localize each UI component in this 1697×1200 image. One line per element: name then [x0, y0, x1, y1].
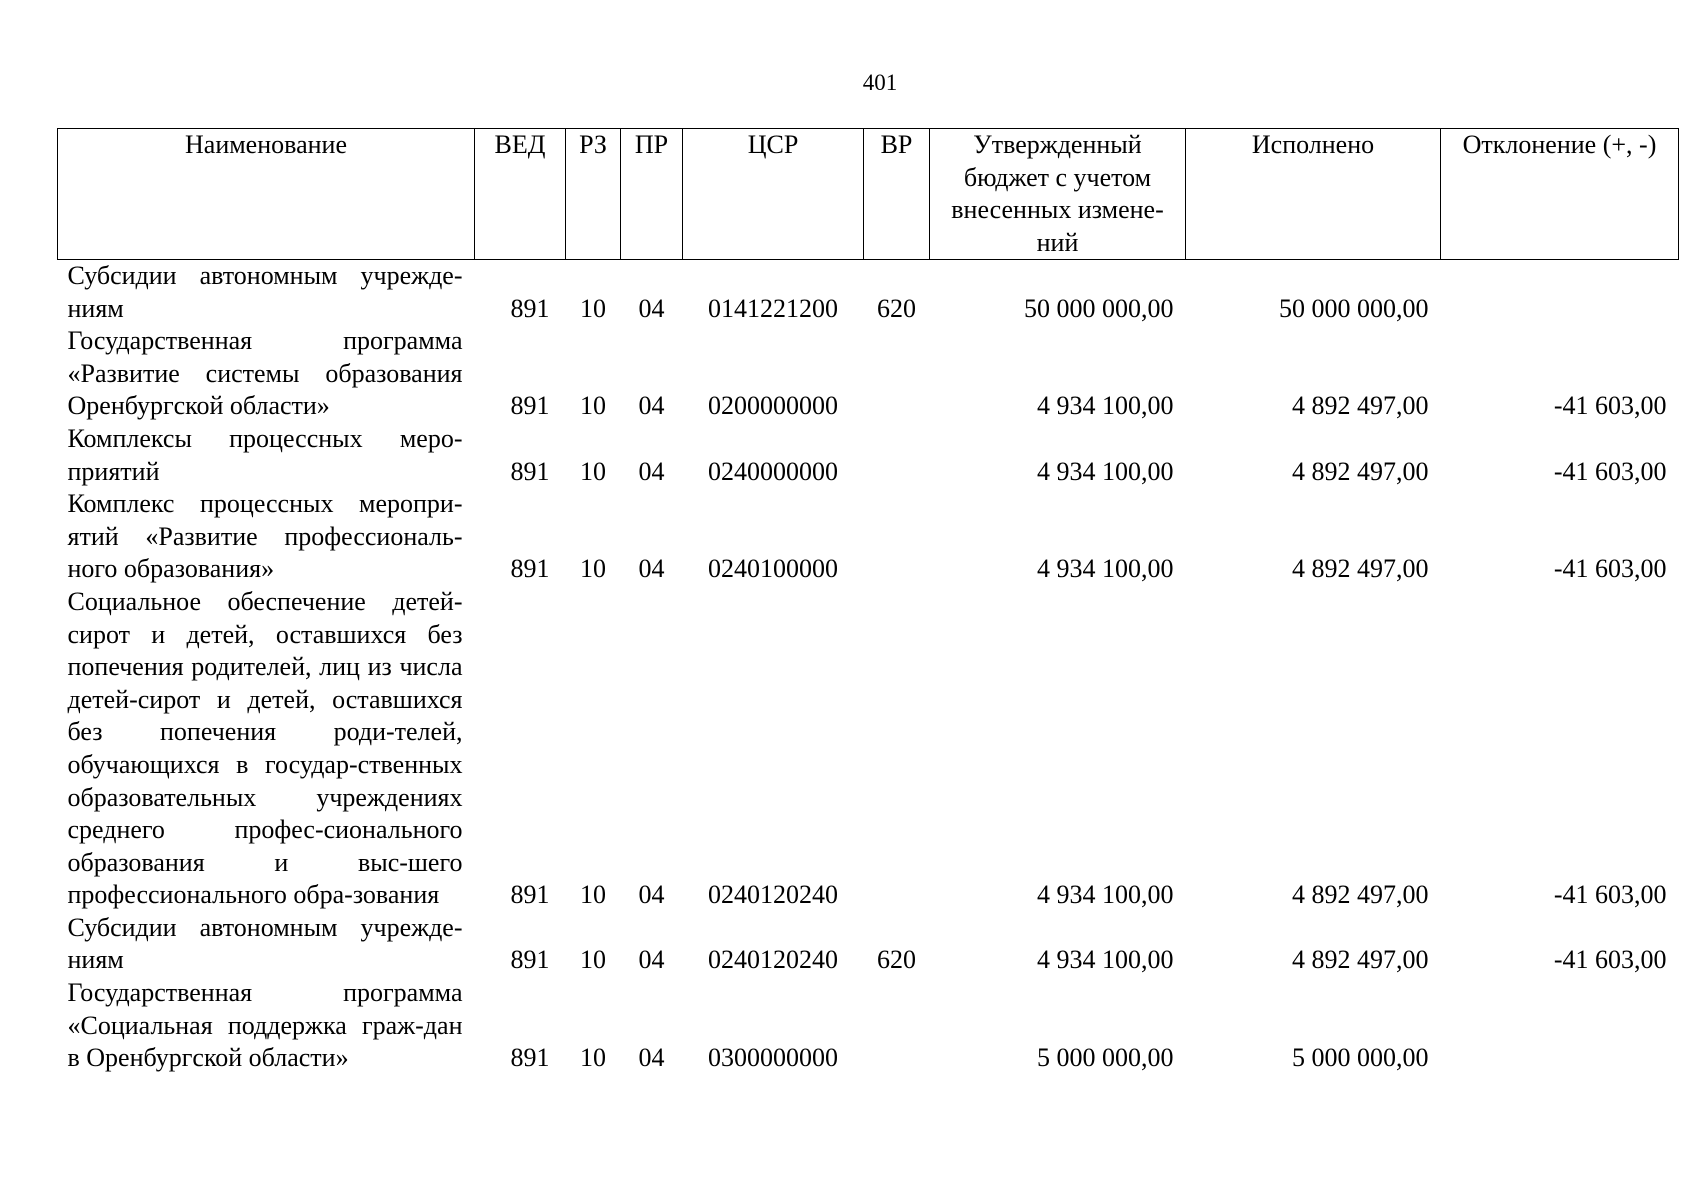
row-executed: 4 892 497,00 [1292, 391, 1429, 421]
row-approved: 4 934 100,00 [1037, 880, 1174, 910]
row-vr [864, 423, 930, 488]
row-csr: 0240120240 [708, 880, 838, 910]
row-ved: 891 [510, 456, 550, 486]
row-vr [864, 586, 930, 912]
header-deviation: Отклонение (+, -) [1441, 129, 1679, 260]
table-row [58, 488, 1679, 586]
row-ved: 891 [510, 880, 550, 910]
row-deviation [1441, 260, 1679, 326]
row-name: Государственная программа «Развитие системы образования Оренбургской области» [67, 326, 463, 421]
page-number: 401 [862, 70, 898, 95]
row-pr: 04 [638, 456, 665, 486]
row-pr: 04 [638, 945, 665, 975]
row-vr [864, 977, 930, 1075]
row-name: Субсидии автономным учрежде-ниям [67, 261, 463, 323]
row-approved: 4 934 100,00 [1037, 391, 1174, 421]
table-row [58, 912, 1679, 977]
row-deviation [1441, 977, 1679, 1075]
row-pr: 04 [638, 880, 665, 910]
row-vr: 620 [877, 293, 916, 323]
row-vr [864, 488, 930, 586]
header-executed: Исполнено [1186, 129, 1441, 260]
row-rz: 10 [580, 391, 606, 421]
row-ved: 891 [510, 391, 550, 421]
row-rz: 10 [580, 880, 606, 910]
row-deviation: -41 603,00 [1553, 554, 1667, 584]
row-csr: 0300000000 [708, 1043, 838, 1073]
budget-table [57, 128, 1679, 1075]
row-deviation: -41 603,00 [1553, 880, 1667, 910]
row-pr: 04 [638, 391, 665, 421]
table-body [58, 260, 1679, 1075]
row-rz: 10 [580, 293, 606, 323]
row-executed: 5 000 000,00 [1292, 1043, 1429, 1073]
row-name: Комплексы процессных меро-приятий [67, 423, 463, 486]
header-name: Наименование [58, 129, 475, 260]
row-pr: 04 [638, 1043, 665, 1073]
row-name: Государственная программа «Социальная поддержка граж-дан в Оренбургской области» [67, 978, 463, 1073]
row-vr: 620 [877, 945, 916, 975]
table-row [58, 423, 1679, 488]
row-rz: 10 [580, 554, 606, 584]
header-approved: Утвержденный бюджет с учетом внесенных измене-ний [930, 129, 1186, 260]
row-approved: 50 000 000,00 [1024, 293, 1174, 323]
table-header [58, 129, 1679, 260]
row-csr: 0240100000 [708, 554, 838, 584]
row-csr: 0200000000 [708, 391, 838, 421]
row-deviation: -41 603,00 [1553, 456, 1667, 486]
row-deviation: -41 603,00 [1553, 391, 1667, 421]
row-rz: 10 [580, 456, 606, 486]
row-ved: 891 [510, 293, 550, 323]
header-pr: ПР [621, 129, 683, 260]
header-ved: ВЕД [475, 129, 566, 260]
row-name: Комплекс процессных меропри-ятий «Развитие профессиональ-ного образования» [67, 489, 463, 584]
row-approved: 4 934 100,00 [1037, 945, 1174, 975]
row-approved: 5 000 000,00 [1037, 1043, 1174, 1073]
row-pr: 04 [638, 293, 665, 323]
row-ved: 891 [510, 1043, 550, 1073]
header-vr: ВР [864, 129, 930, 260]
header-csr: ЦСР [683, 129, 864, 260]
row-approved: 4 934 100,00 [1037, 554, 1174, 584]
table-row [58, 586, 1679, 912]
row-rz: 10 [580, 1043, 606, 1073]
row-rz: 10 [580, 945, 606, 975]
row-executed: 4 892 497,00 [1292, 880, 1429, 910]
row-executed: 4 892 497,00 [1292, 456, 1429, 486]
header-rz: РЗ [566, 129, 621, 260]
table-row [58, 260, 1679, 326]
row-ved: 891 [510, 554, 550, 584]
row-approved: 4 934 100,00 [1037, 456, 1174, 486]
row-deviation: -41 603,00 [1553, 945, 1667, 975]
row-name: Субсидии автономным учрежде-ниям [67, 912, 463, 975]
table-row [58, 325, 1679, 423]
row-csr: 0240120240 [708, 945, 838, 975]
table-row [58, 977, 1679, 1075]
row-executed: 4 892 497,00 [1292, 945, 1429, 975]
row-name: Социальное обеспечение детей-сирот и детей, оставшихся без попечения родителей, лиц из числа детей-сирот и детей, оставшихся без попечения роди-телей, обучающихся в государ-ственных образовательных учреждениях среднего профес-сионального образования и выс-шего профессионального обра-зования [67, 586, 463, 910]
row-csr: 0240000000 [708, 456, 838, 486]
row-executed: 4 892 497,00 [1292, 554, 1429, 584]
row-vr [864, 325, 930, 423]
row-pr: 04 [638, 554, 665, 584]
row-executed: 50 000 000,00 [1279, 293, 1429, 323]
row-csr: 0141221200 [708, 293, 838, 323]
row-ved: 891 [510, 945, 550, 975]
